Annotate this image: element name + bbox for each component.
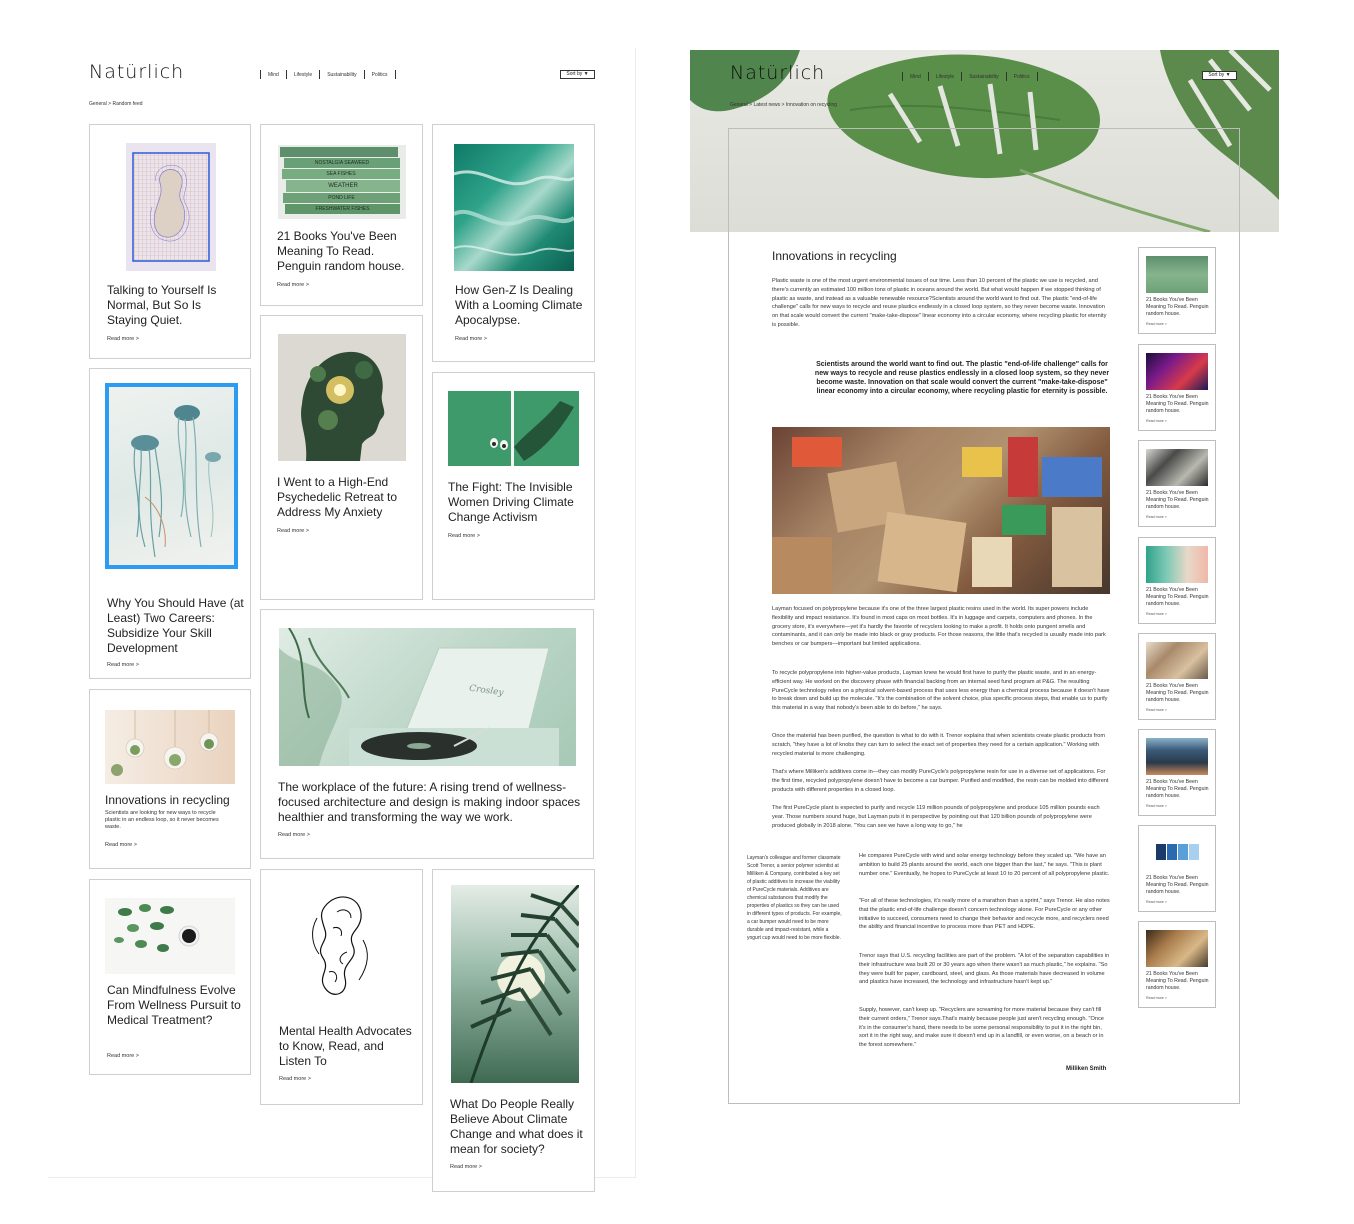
card-title[interactable]: Can Mindfulness Evolve From Wellness Pursuit to Medical Treatment?	[107, 983, 241, 1027]
article-paragraph: To recycle polypropylene into higher-value products, Layman knew he would first have to purify the plastic waste, and in an energy-efficient way. He worked on the discovery phase with financial backing from an internal seed fund program at P&G. The resulting PureCycle technology relies on a physical solvent-based process that uses less energy than a chemical process because it doesn't have to break down and build up the molecule. "It's the combination of the solvent choice, plus specific process steps, that enable us to purify this material in a way that nobody's been able to do before," he says.	[772, 670, 1110, 712]
article-page	[690, 50, 1279, 1110]
brand-logo[interactable]: Natürlich	[89, 61, 185, 83]
card-title[interactable]: I Went to a High-End Psychedelic Retreat to Address My Anxiety	[277, 475, 398, 519]
related-thumb-teal-swatch	[1146, 546, 1208, 583]
nav-item-mind[interactable]: Mind	[910, 73, 921, 80]
read-more-link[interactable]: Read more >	[1146, 515, 1167, 519]
article-card[interactable]	[89, 879, 251, 1075]
article-paragraph: That's where Milliken's additives come in—they can modify PureCycle's polypropylene resin for use in a diverse set of applications. For the first time, recycled polypropylene doesn't have to become a car bumper. Purified and modified, the resin can be molded into different products with different properties in a closed loop.	[772, 769, 1109, 793]
nav-divider	[395, 70, 396, 79]
read-more-link[interactable]: Read more >	[1146, 996, 1167, 1000]
card-image-leaves-coffee	[105, 898, 235, 974]
card-title[interactable]: The Fight: The Invisible Women Driving Climate Change Activism	[448, 480, 574, 524]
article-paragraph: Trenor says that U.S. recycling facilities are part of the problem. "A lot of the separation capabilities in their infrastructure was built 20 or 30 years ago when there wasn't as much plastic," he explains. "So they were built for paper, cardboard, steel, and glass. As those materials have decreased in volume and plastics have increased, the technology and infrastructure hasn't kept up."	[859, 953, 1110, 986]
nav-item-sustainability[interactable]: Sustainability	[969, 73, 999, 80]
related-thumb-books	[1146, 256, 1208, 293]
related-title[interactable]: 21 Books You've Been Meaning To Read. Penguin random house.	[1146, 875, 1209, 895]
nav-item-lifestyle[interactable]: Lifestyle	[293, 71, 313, 78]
related-thumb-neon-portrait	[1146, 353, 1208, 390]
book-spine-label: SEA FISHES	[282, 169, 400, 179]
read-more-link[interactable]: Read more >	[455, 336, 487, 342]
card-image-hanging-plants	[105, 710, 235, 784]
card-image-grid-illustration	[126, 143, 216, 271]
related-article-card[interactable]	[1138, 825, 1216, 912]
breadcrumb[interactable]: General > Latest news > Innovation on recycling	[730, 102, 838, 108]
card-title[interactable]: How Gen-Z Is Dealing With a Looming Climate Apocalypse.	[455, 283, 583, 327]
related-article-card[interactable]	[1138, 729, 1216, 816]
article-title: Innovations in recycling	[772, 249, 897, 263]
related-title[interactable]: 21 Books You've Been Meaning To Read. Penguin random house.	[1146, 587, 1209, 607]
card-image-book-stack	[278, 145, 406, 219]
article-paragraph: Once the material has been purified, the question is what to do with it. Trenor explains that when scientists create plastic products from scratch, "they have a lot of knobs they can turn to select the exact set of properties they need for a certain application." Working with recycled material is more challenging.	[772, 733, 1105, 757]
card-title[interactable]: 21 Books You've Been Meaning To Read. Penguin random house.	[277, 229, 405, 273]
related-article-card[interactable]	[1138, 537, 1216, 624]
read-more-link[interactable]: Read more >	[1146, 322, 1167, 326]
related-title[interactable]: 21 Books You've Been Meaning To Read. Penguin random house.	[1146, 490, 1209, 510]
article-paragraph: He compares PureCycle with wind and solar energy technology before they scaled up. "We have an ambition to build 25 plants around the world, each one bigger than the last," he says. "This is plant number one." Eventually, he hopes to PureCycle at least 10 to 20 percent of all polypropylene plastic.	[859, 853, 1110, 877]
article-card[interactable]	[89, 124, 251, 359]
article-card[interactable]	[260, 609, 594, 859]
read-more-link[interactable]: Read more >	[107, 336, 139, 342]
article-card[interactable]	[260, 869, 423, 1105]
article-card[interactable]	[432, 372, 595, 600]
breadcrumb[interactable]: General > Random feed	[89, 101, 143, 107]
related-title[interactable]: 21 Books You've Been Meaning To Read. Penguin random house.	[1146, 779, 1209, 799]
book-spine-label: FRESHWATER FISHES	[285, 204, 400, 214]
sort-button[interactable]: Sort by ▼	[1202, 71, 1237, 80]
nav-item-mind[interactable]: Mind	[268, 71, 279, 78]
card-title[interactable]: The workplace of the future: A rising trend of wellness-focused architecture and design is making indoor spaces healthier and transforming the way we work.	[278, 780, 581, 824]
article-card[interactable]	[89, 368, 251, 679]
related-article-card[interactable]	[1138, 344, 1216, 431]
read-more-link[interactable]: Read more >	[1146, 900, 1167, 904]
article-card[interactable]	[432, 124, 595, 362]
nav-item-politics[interactable]: Politics	[1013, 73, 1030, 80]
nav-item-sustainability[interactable]: Sustainability	[327, 71, 357, 78]
read-more-link[interactable]: Read more >	[277, 528, 309, 534]
read-more-link[interactable]: Read more >	[448, 533, 480, 539]
article-paragraph: "For all of these technologies, it's really more of a marathon than a sprint," says Trenor. He also notes that the plastic end-of-life challenge doesn't concern technology alone. For PureCycle or any other initiative to succeed, consumers need to change their behavior and recycle more, and recyclers need the ability and financial incentive to process more than PET and HDPE.	[859, 898, 1110, 931]
record-player-brand-text: Crosley	[468, 683, 505, 699]
read-more-link[interactable]: Read more >	[1146, 612, 1167, 616]
article-side-note: Layman's colleague and former classmate Scott Trenor, a senior polymer scientist at Milliken & Company, contributed a key set of plastic additives to increase the viability of PureCycle materials. Additives are chemical substances that modify the properties of plastics so they can be used in different types of products. For example, a car bumper would need to be more durable and impact-resistant, while a yogurt cup would need to be more flexible.	[747, 855, 842, 941]
card-image-shoes-shadow	[448, 391, 579, 466]
card-title[interactable]: Why You Should Have (at Least) Two Careers: Subsidize Your Skill Development	[107, 596, 244, 655]
read-more-link[interactable]: Read more >	[1146, 804, 1167, 808]
related-thumb-blue-swatches	[1146, 834, 1208, 871]
main-nav	[260, 70, 396, 79]
read-more-link[interactable]: Read more >	[107, 662, 139, 668]
article-paragraph: Layman focused on polypropylene because it's one of the three largest plastic resins used in the world. Its super powers include flexibility and impact resistance. It's found in most caps on most bottles. It's in luggage and carpets, computers and phones. In the grocery store, it's everywhere—yet it's hardly the favorite of recyclers looking to make a profit. It holds onto pungent smells and contaminants, and it can only be made into black or gray products. For those reasons, the little that's recycled is usually made into park benches or car bumpers—important but limited applications.	[772, 606, 1106, 648]
related-title[interactable]: 21 Books You've Been Meaning To Read. Penguin random house.	[1146, 971, 1209, 991]
related-title[interactable]: 21 Books You've Been Meaning To Read. Penguin random house.	[1146, 297, 1209, 317]
article-image-packaged-goods	[772, 427, 1110, 594]
article-paragraph: Plastic waste is one of the most urgent environmental issues of our time. Less than 10 percent of the plastic we use is recycled, and there's currently an estimated 100 million tons of plastic in oceans around the world. But what would happen if we stopped thinking of plastic as waste, and instead as a valuable renewable resource?Scientists around the world want to find out. The plastic "end-of-life challenge" calls for new ways to recycle and reuse plastics endlessly in a closed loop system, so they never become waste. Innovation on that scale would convert the current "make-take-dispose" linear economy into a circular economy, where recycling plastic for eternity is possible.	[772, 278, 1107, 328]
card-image-palm-leaves	[451, 885, 579, 1083]
related-title[interactable]: 21 Books You've Been Meaning To Read. Penguin random house.	[1146, 683, 1209, 703]
card-title[interactable]: What Do People Really Believe About Climate Change and what does it mean for society?	[450, 1097, 583, 1156]
feed-page	[48, 48, 636, 1178]
article-paragraph: The first PureCycle plant is expected to purify and recycle 119 million pounds of polypropylene and produce 105 million pounds each year. Those numbers sound huge, but Layman puts it in perspective by pointing out that 120 billion pounds of polypropylene were produced globally in 2018 alone. "You can see we have a long way to go," he	[772, 805, 1100, 829]
article-card[interactable]	[432, 869, 595, 1192]
book-spine-label: WEATHER	[286, 180, 400, 192]
read-more-link[interactable]: Read more >	[1146, 708, 1167, 712]
read-more-link[interactable]: Read more >	[279, 1076, 311, 1082]
article-pull-quote: Scientists around the world want to find out. The plastic "end-of-life challenge" calls for new ways to recycle and reuse plastics endlessly in a closed loop system, so they never become waste. Innovation on that scale would convert the current "make-take-dispose" linear economy into a circular economy, where recycling plastic for eternity is possible.	[814, 361, 1110, 395]
read-more-link[interactable]: Read more >	[105, 842, 137, 848]
book-spine-label: POND LIFE	[283, 193, 400, 203]
brand-logo[interactable]: Natürlich	[730, 62, 826, 84]
card-image-line-art-faces	[297, 888, 387, 1006]
card-title[interactable]: Innovations in recycling	[105, 793, 230, 807]
related-article-card[interactable]	[1138, 440, 1216, 527]
read-more-link[interactable]: Read more >	[107, 1053, 139, 1059]
article-author: Milliken Smith	[1066, 1066, 1107, 1072]
read-more-link[interactable]: Read more >	[1146, 419, 1167, 423]
book-spine-label: NOSTALGIA SEAWEED	[284, 158, 400, 168]
related-thumb-people-group	[1146, 642, 1208, 679]
article-paragraph: Supply, however, can't keep up. "Recyclers are screaming for more material because they can't fill their current orders," Trenor says.That's mainly because people just aren't recycling enough. "Once it's in the consumer's hand, there needs to be some personal responsibility to put it in the right bin, sort it in the right way, and make sure it doesn't end up in a landfill, or even worse, on a beach or in the forest somewhere."	[859, 1007, 1104, 1049]
card-title[interactable]: Talking to Yourself Is Normal, But So Is Staying Quiet.	[107, 283, 217, 327]
related-article-card[interactable]	[1138, 247, 1216, 334]
read-more-link[interactable]: Read more >	[450, 1164, 482, 1170]
card-title[interactable]: Mental Health Advocates to Know, Read, and Listen To	[279, 1024, 412, 1068]
main-nav	[902, 72, 1038, 81]
nav-item-politics[interactable]: Politics	[371, 71, 388, 78]
card-image-jellyfish	[105, 383, 238, 569]
card-image-record-player	[279, 628, 576, 766]
article-card[interactable]	[260, 124, 423, 306]
article-card[interactable]	[260, 315, 423, 600]
read-more-link[interactable]: Read more >	[277, 282, 309, 288]
related-title[interactable]: 21 Books You've Been Meaning To Read. Penguin random house.	[1146, 394, 1209, 414]
related-article-card[interactable]	[1138, 921, 1216, 1008]
related-thumb-landscape	[1146, 738, 1208, 775]
card-image-head-silhouette	[278, 334, 406, 461]
related-article-card[interactable]	[1138, 633, 1216, 720]
nav-item-lifestyle[interactable]: Lifestyle	[935, 73, 955, 80]
related-thumb-coffee-shop	[1146, 930, 1208, 967]
card-image-green-marble	[454, 144, 574, 271]
read-more-link[interactable]: Read more >	[278, 832, 310, 838]
sort-button[interactable]: Sort by ▼	[560, 70, 595, 79]
article-card[interactable]	[89, 689, 251, 869]
related-thumb-monochrome-foliage	[1146, 449, 1208, 486]
card-description: Scientists are looking for new ways to recycle plastic in an endless loop, so it never becomes waste.	[105, 810, 219, 830]
nav-divider	[1037, 72, 1038, 81]
